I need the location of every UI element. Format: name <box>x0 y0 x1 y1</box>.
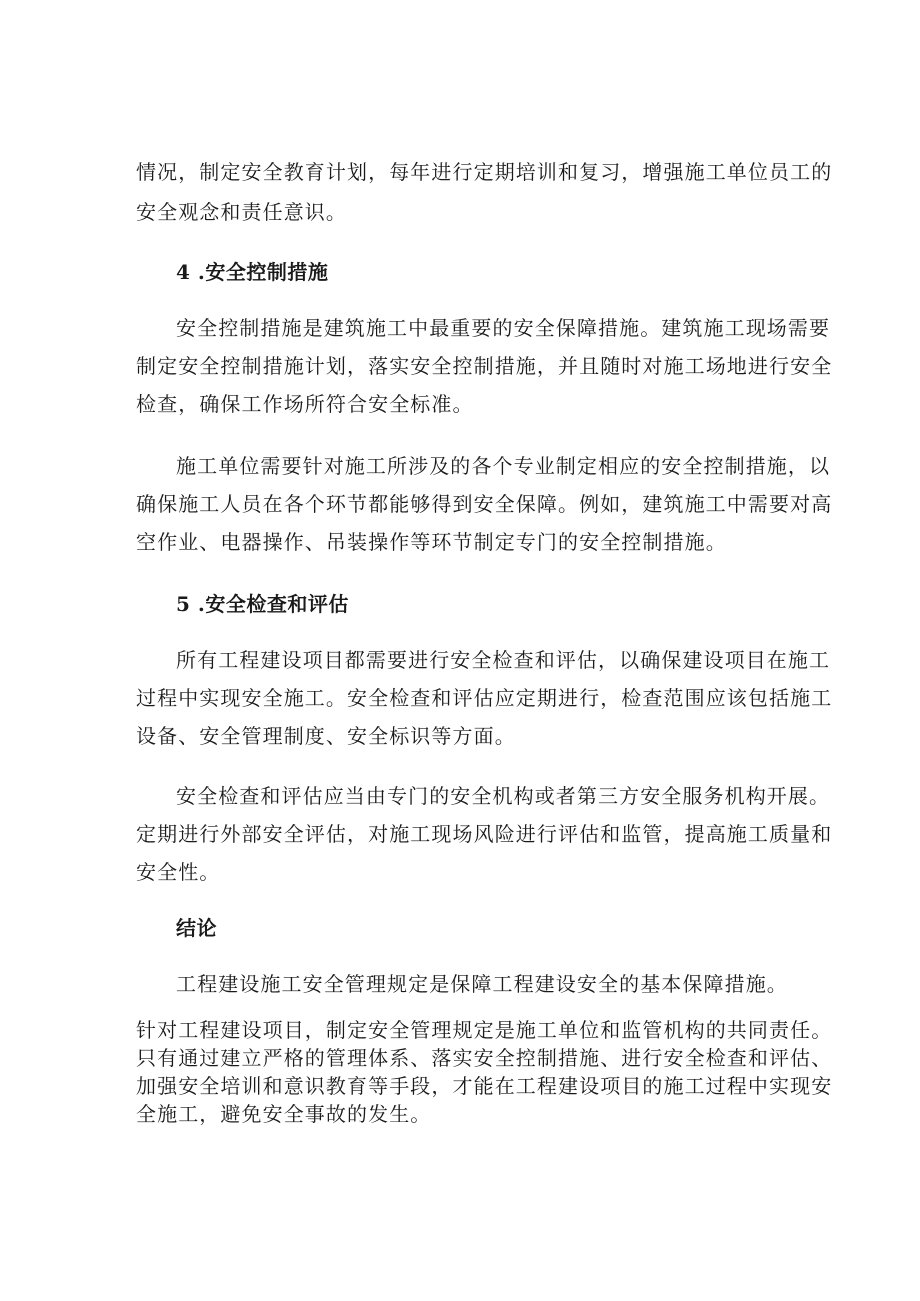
paragraph-line: 安全控制措施是建筑施工中最重要的安全保障措施。建筑施工现场需要 <box>176 316 831 340</box>
paragraph-line: 所有工程建设项目都需要进行安全检查和评估，以确保建设项目在施工 <box>176 648 831 672</box>
section-heading: 4 .安全控制措施 <box>176 260 329 284</box>
paragraph-line: 加强安全培训和意识教育等手段，才能在工程建设项目的施工过程中实现安 <box>136 1074 833 1098</box>
paragraph-line: 设备、安全管理制度、安全标识等方面。 <box>136 724 516 748</box>
paragraph-line: 安全检查和评估应当由专门的安全机构或者第三方安全服务机构开展。 <box>176 784 831 808</box>
paragraph-line: 定期进行外部安全评估，对施工现场风险进行评估和监管，提高施工质量和 <box>136 822 833 846</box>
paragraph-line: 确保施工人员在各个环节都能够得到安全保障。例如，建筑施工中需要对高 <box>136 492 833 516</box>
paragraph-line: 全施工，避免安全事故的发生。 <box>136 1102 432 1126</box>
paragraph-line: 检查，确保工作场所符合安全标准。 <box>136 392 474 416</box>
paragraph-line: 针对工程建设项目，制定安全管理规定是施工单位和监管机构的共同责任。 <box>136 1018 833 1042</box>
paragraph-line: 工程建设施工安全管理规定是保障工程建设安全的基本保障措施。 <box>176 972 788 996</box>
paragraph-line: 只有通过建立严格的管理体系、落实安全控制措施、进行安全检查和评估、 <box>136 1046 833 1070</box>
paragraph-line: 制定安全控制措施计划，落实安全控制措施，并且随时对施工场地进行安全 <box>136 354 833 378</box>
section-heading: 5 .安全检查和评估 <box>176 592 349 616</box>
paragraph-line: 施工单位需要针对施工所涉及的各个专业制定相应的安全控制措施，以 <box>176 454 831 478</box>
paragraph-line: 安全观念和责任意识。 <box>136 200 347 224</box>
conclusion-heading: 结论 <box>176 916 217 940</box>
paragraph-line: 过程中实现安全施工。安全检查和评估应定期进行，检查范围应该包括施工 <box>136 686 833 710</box>
paragraph-line: 空作业、电器操作、吊装操作等环节制定专门的安全控制措施。 <box>136 530 727 554</box>
paragraph-line: 情况，制定安全教育计划，每年进行定期培训和复习，增强施工单位员工的 <box>136 160 833 184</box>
paragraph-line: 安全性。 <box>136 860 221 884</box>
